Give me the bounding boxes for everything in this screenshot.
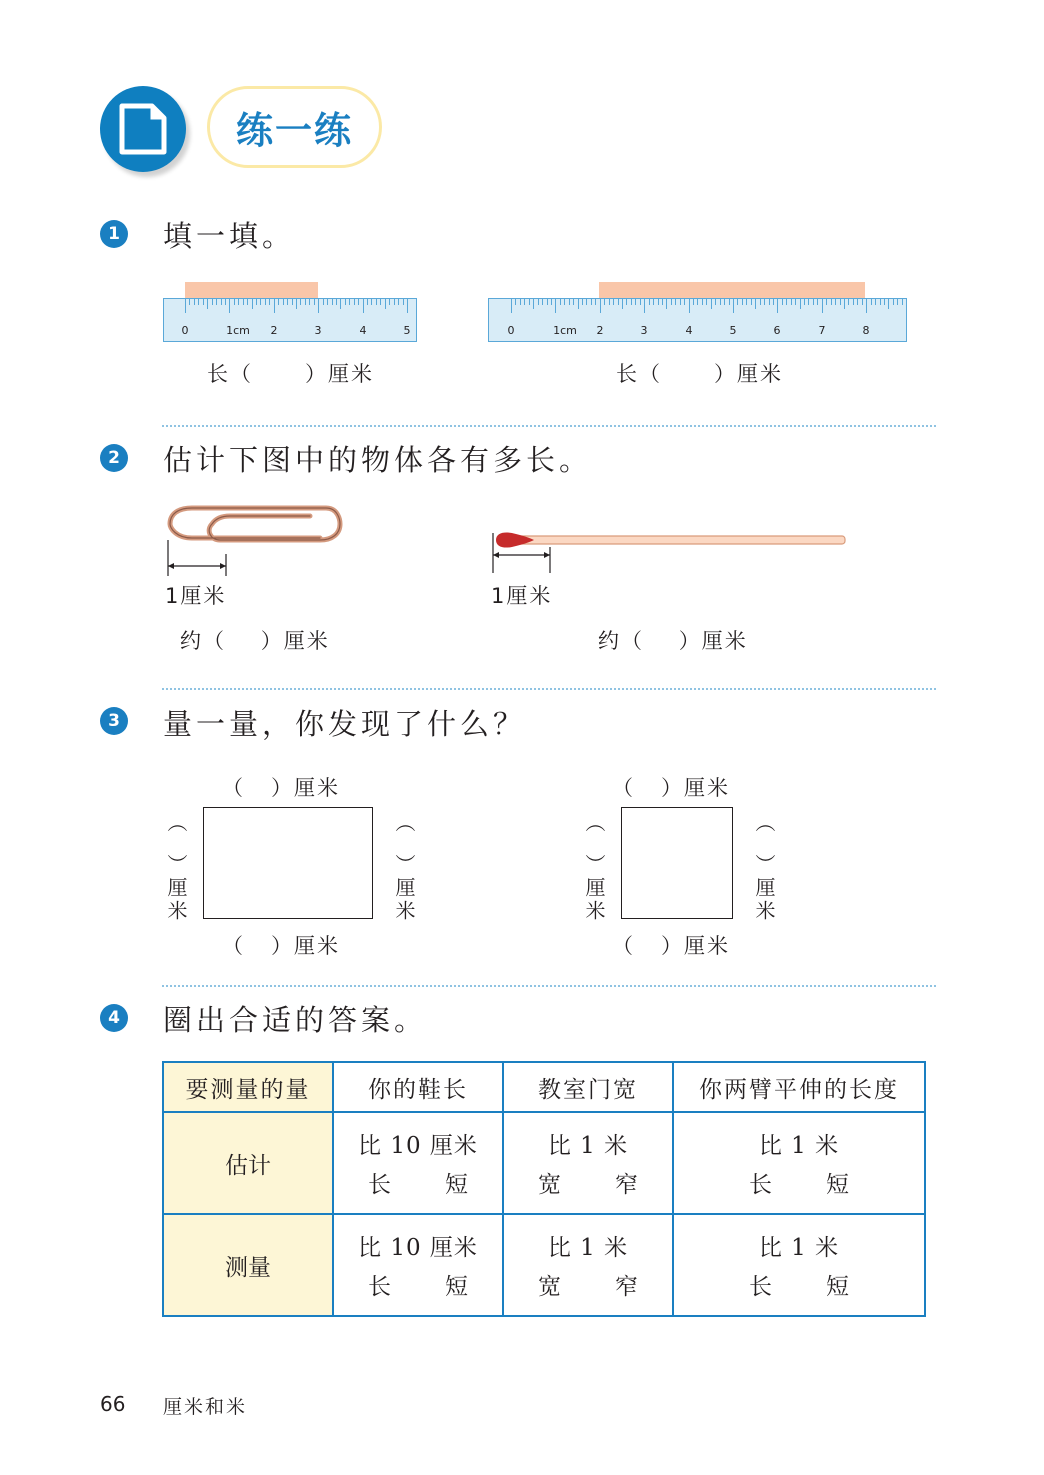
ruler-tick [773,299,774,305]
ruler-tick [524,299,525,305]
option-shorter[interactable]: 短 [826,1172,849,1198]
section-divider [162,985,936,987]
ruler-a-tick-label: 2 [270,324,278,337]
square-b [621,807,733,919]
ruler-tick [857,299,858,305]
ruler-tick [777,299,778,313]
ruler-a-tick-label: 0 [181,324,189,337]
ruler-tick [880,299,881,305]
ruler-tick [626,299,627,305]
ruler-tick [269,299,270,305]
table-cell [333,1112,503,1214]
ruler-tick [340,299,341,309]
ruler-tick [622,299,623,309]
ruler-tick [332,299,333,305]
option-wider[interactable]: 宽 [538,1172,561,1198]
ruler-tick [274,299,275,313]
ruler-tick [318,299,319,313]
ruler-tick [742,299,743,305]
ruler-tick [675,299,676,305]
ruler-tick [720,299,721,305]
section-divider [162,425,936,427]
ruler-tick [786,299,787,305]
ruler-tick [385,299,386,309]
ruler-tick [600,299,601,313]
ruler-tick [844,299,845,309]
ruler-tick [733,299,734,313]
ruler-tick [711,299,712,309]
question-1-text: 填一填。 [163,219,296,253]
measured-strip-b [599,282,865,299]
ruler-tick [229,299,230,313]
cell-prompt: 比 10 厘米 [358,1133,478,1159]
ruler-tick [658,299,659,305]
ruler-tick [897,299,898,305]
ruler-tick [693,299,694,305]
ruler-tick [314,299,315,305]
table-row [163,1214,925,1316]
scale-label-b: 1厘米 [491,584,553,608]
ruler-tick [644,299,645,313]
ruler-tick [884,299,885,305]
ruler-b-tick-label: 5 [729,324,737,337]
ruler-tick [407,299,408,313]
ruler-tick [354,299,355,305]
ruler-tick [755,299,756,309]
document-icon [100,86,186,172]
ruler-tick [795,299,796,305]
option-longer[interactable]: 长 [368,1274,391,1300]
ruler-tick [221,299,222,305]
rect-b-top-label: （ ）厘米 [612,776,731,800]
ruler-a-tick-label: 4 [359,324,367,337]
estimate-blank-a: 约（ ）厘米 [180,629,330,653]
ruler-tick [653,299,654,305]
ruler-tick [389,299,390,305]
cell-prompt: 比 1 米 [547,1235,629,1261]
ruler-tick [398,299,399,305]
ruler-tick [247,299,248,305]
ruler-a-tick-label: 5 [403,324,411,337]
ruler-tick [826,299,827,305]
table-header-cell: 你的鞋长 [333,1062,503,1112]
ruler-tick [875,299,876,305]
ruler-tick [265,299,266,305]
ruler-tick [283,299,284,305]
ruler-tick [746,299,747,305]
ruler-tick [327,299,328,305]
ruler-tick [764,299,765,305]
option-narrower[interactable]: 窄 [615,1172,638,1198]
ruler-tick [813,299,814,305]
ruler-tick [729,299,730,305]
ruler-tick [287,299,288,305]
option-shorter[interactable]: 短 [826,1274,849,1300]
ruler-tick [309,299,310,305]
ruler-tick [349,299,350,305]
ruler-tick [323,299,324,305]
table-cell [333,1214,503,1316]
ruler-tick [595,299,596,305]
ruler-tick [862,299,863,305]
rect-a-top-label: （ ）厘米 [222,776,341,800]
ruler-tick [848,299,849,305]
ruler-tick [618,299,619,305]
ruler-tick [560,299,561,305]
ruler-tick [564,299,565,305]
table-header-row [163,1062,925,1112]
option-shorter[interactable]: 短 [445,1274,468,1300]
ruler-tick [511,299,512,313]
ruler-tick [371,299,372,305]
table-cell [673,1214,925,1316]
rect-b-bottom-label: （ ）厘米 [612,934,731,958]
ruler-tick [888,299,889,309]
ruler-tick [345,299,346,305]
ruler-tick [296,299,297,309]
ruler-tick [782,299,783,305]
ruler-tick [403,299,404,305]
ruler-b-tick-label: 7 [818,324,826,337]
exercise-badge [100,86,186,172]
ruler-tick [791,299,792,305]
ruler-tick [256,299,257,305]
ruler-b-tick-label: 6 [773,324,781,337]
ruler-tick [542,299,543,305]
ruler-tick [831,299,832,305]
question-number-4: 4 [100,1004,128,1032]
ruler-tick [662,299,663,305]
ruler-tick [684,299,685,305]
ruler-tick [305,299,306,305]
paperclip-icon [160,500,350,580]
ruler-b-tick-label: 1cm [553,324,577,337]
ruler-tick [555,299,556,313]
ruler-tick [367,299,368,305]
question-3-text: 量一量，你发现了什么？ [163,707,527,741]
rectangle-a [203,807,373,919]
ruler-tick [515,299,516,305]
ruler-tick [225,299,226,305]
ruler-tick [724,299,725,305]
ruler-tick [278,299,279,305]
cell-prompt: 比 1 米 [758,1133,840,1159]
ruler-b [488,298,907,342]
ruler-tick [697,299,698,305]
ruler-tick [300,299,301,305]
ruler-tick [609,299,610,305]
ruler-tick [689,299,690,313]
page-title: 练一练 [207,86,382,168]
ruler-tick [194,299,195,305]
ruler-tick [804,299,805,305]
answer-blank-b: 长（ ）厘米 [616,362,784,386]
ruler-tick [207,299,208,309]
ruler-tick [613,299,614,305]
match-stick-icon [488,525,848,577]
ruler-tick [538,299,539,305]
ruler-tick [198,299,199,305]
ruler-tick [808,299,809,305]
ruler-tick [800,299,801,309]
estimate-blank-b: 约（ ）厘米 [598,629,748,653]
ruler-tick [840,299,841,305]
ruler-tick [822,299,823,313]
ruler-tick [520,299,521,305]
ruler-tick [573,299,574,305]
section-divider [162,688,936,690]
row-label-estimate: 估计 [163,1112,333,1214]
ruler-b-tick-label: 3 [640,324,648,337]
ruler-tick [529,299,530,305]
table-row [163,1112,925,1214]
ruler-a-tick-label: 1cm [226,324,250,337]
ruler-tick [706,299,707,305]
ruler-tick [203,299,204,305]
ruler-tick [591,299,592,305]
ruler-tick [376,299,377,305]
ruler-tick [185,299,186,313]
answer-table [162,1061,926,1317]
ruler-tick [380,299,381,305]
ruler-tick [604,299,605,305]
cell-prompt: 比 10 厘米 [358,1235,478,1261]
ruler-tick [737,299,738,305]
answer-blank-a: 长（ ）厘米 [207,362,375,386]
option-narrower[interactable]: 窄 [615,1274,638,1300]
ruler-tick [835,299,836,305]
cell-prompt: 比 1 米 [547,1133,629,1159]
ruler-tick [234,299,235,305]
ruler-b-tick-label: 0 [507,324,515,337]
ruler-tick [533,299,534,309]
ruler-tick [866,299,867,313]
ruler-tick [569,299,570,305]
ruler-tick [358,299,359,305]
cell-prompt: 比 1 米 [758,1235,840,1261]
rect-a-left-label: （ ）厘米 [164,812,188,923]
option-longer[interactable]: 长 [749,1274,772,1300]
question-number-3: 3 [100,707,128,735]
rect-b-left-label: （ ）厘米 [582,812,606,923]
ruler-b-tick-label: 2 [596,324,604,337]
ruler-tick [238,299,239,305]
option-longer[interactable]: 长 [749,1172,772,1198]
ruler-tick [853,299,854,305]
ruler-a [163,298,417,342]
ruler-tick [702,299,703,305]
ruler-tick [671,299,672,305]
question-number-2: 2 [100,444,128,472]
measured-strip-a [185,282,318,299]
ruler-tick [751,299,752,305]
ruler-tick [252,299,253,309]
ruler-tick [715,299,716,305]
ruler-tick [871,299,872,305]
ruler-tick [336,299,337,305]
option-longer[interactable]: 长 [368,1172,391,1198]
rect-a-right-label: （ ）厘米 [392,812,416,923]
ruler-tick [363,299,364,313]
ruler-tick [817,299,818,305]
ruler-tick [189,299,190,305]
ruler-tick [292,299,293,305]
ruler-a-tick-label: 3 [314,324,322,337]
table-cell [673,1112,925,1214]
chapter-title: 厘米和米 [163,1396,248,1418]
table-cell [503,1112,673,1214]
option-wider[interactable]: 宽 [538,1274,561,1300]
ruler-tick [769,299,770,305]
ruler-tick [582,299,583,305]
ruler-b-tick-label: 4 [685,324,693,337]
ruler-tick [902,299,903,305]
ruler-tick [394,299,395,305]
scale-label-a: 1厘米 [165,584,227,608]
ruler-tick [243,299,244,305]
ruler-tick [649,299,650,305]
ruler-tick [551,299,552,305]
ruler-tick [578,299,579,309]
ruler-tick [216,299,217,305]
question-number-1: 1 [100,220,128,248]
rect-a-bottom-label: （ ）厘米 [222,934,341,958]
question-2-text: 估计下图中的物体各有多长。 [163,443,593,477]
table-header-cell: 教室门宽 [503,1062,673,1112]
ruler-tick [760,299,761,305]
ruler-tick [635,299,636,305]
question-4-text: 圈出合适的答案。 [163,1003,428,1037]
ruler-tick [893,299,894,305]
rect-b-right-label: （ ）厘米 [752,812,776,923]
table-header-cell: 要测量的量 [163,1062,333,1112]
ruler-tick [640,299,641,305]
table-cell [503,1214,673,1316]
option-shorter[interactable]: 短 [445,1172,468,1198]
ruler-tick [260,299,261,305]
ruler-tick [680,299,681,305]
ruler-tick [212,299,213,305]
ruler-tick [666,299,667,309]
ruler-tick [586,299,587,305]
page-number: 66 [100,1392,126,1416]
ruler-b-tick-label: 8 [862,324,870,337]
ruler-tick [547,299,548,305]
row-label-measure: 测量 [163,1214,333,1316]
ruler-tick [631,299,632,305]
table-header-cell: 你两臂平伸的长度 [673,1062,925,1112]
